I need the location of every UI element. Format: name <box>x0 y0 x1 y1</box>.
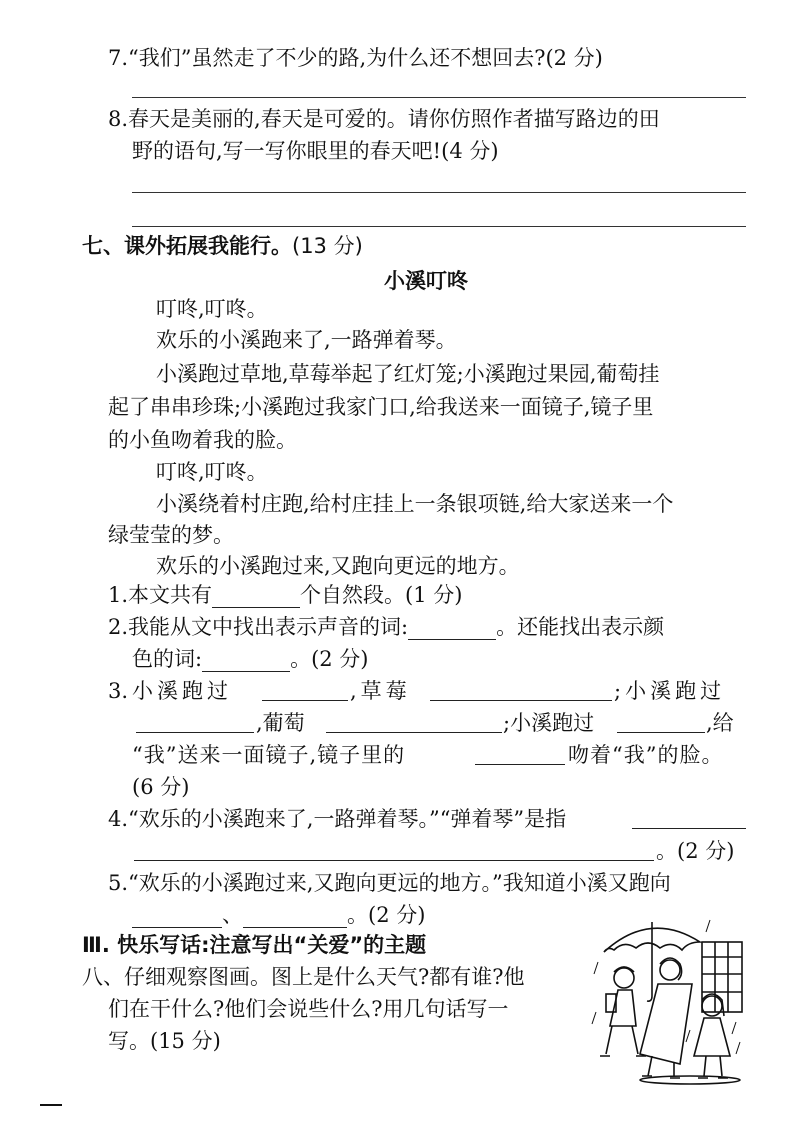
s3-text-f: ,给 <box>706 711 734 735</box>
section8-line2: 们在干什么?他们会说些什么?用几句话写一 <box>108 997 509 1021</box>
s2-number: 2. <box>108 615 129 639</box>
s4-end <box>656 838 734 864</box>
s3-blank-3[interactable] <box>136 732 254 733</box>
s3-text-b: ,草莓 <box>350 679 411 703</box>
s2-blank-color[interactable] <box>202 649 290 672</box>
q8-answer-line-1[interactable] <box>132 192 746 193</box>
s3-blank-6[interactable] <box>475 764 565 765</box>
passage-p4: 叮咚,叮咚。 <box>156 460 268 484</box>
s4-number: 4. <box>108 807 129 831</box>
passage-title: 小溪叮咚 <box>384 269 468 293</box>
s4-text-a: “欢乐的小溪跑来了,一路弹着琴。”“弹着琴”是指 <box>128 807 567 831</box>
s1-text-b: 个自然段。 <box>300 583 406 607</box>
section7-heading <box>82 233 363 259</box>
q7-number: 7. <box>108 46 129 70</box>
passage-p3-line3: 的小鱼吻着我的脸。 <box>108 428 297 452</box>
passage-p5-line1: 小溪绕着村庄跑,给村庄挂上一条银项链,给大家送来一个 <box>156 492 674 516</box>
section8-text-3: 写。 <box>108 1029 150 1053</box>
s2-text-d: 。 <box>290 647 312 671</box>
passage-p1: 叮咚,叮咚。 <box>156 297 268 321</box>
s1-number: 1. <box>108 583 129 607</box>
q8-line1 <box>108 106 660 132</box>
q8-answer-line-2[interactable] <box>132 226 746 227</box>
s3-text-a: 小溪跑过 <box>132 679 232 703</box>
s3-text-c: ;小溪跑过 <box>614 679 726 703</box>
s3-text-d: ,葡萄 <box>256 711 305 735</box>
q8-text-2: 野的语句,写一写你眼里的春天吧! <box>132 139 442 163</box>
s3-blank-1[interactable] <box>262 700 348 701</box>
section8-score: (15 分) <box>150 1029 221 1053</box>
s5-text-a: “欢乐的小溪跑过来,又跑向更远的地方。”我知道小溪又跑向 <box>128 871 671 895</box>
s5-blank-2[interactable] <box>243 905 347 928</box>
section7-score: (13 分) <box>292 234 363 258</box>
s5-text-b: 、 <box>222 903 243 927</box>
s5-text-c: 。 <box>347 903 368 927</box>
s3-number: 3. <box>108 679 129 703</box>
s4-line1 <box>108 806 566 832</box>
s3-score: (6 分) <box>132 775 190 799</box>
q8-score: (4 分) <box>441 139 499 163</box>
s3-text-e: ;小溪跑过 <box>503 711 595 735</box>
s3-blank-4[interactable] <box>326 732 502 733</box>
q7-answer-line[interactable] <box>132 97 746 98</box>
s5-line1 <box>108 870 671 896</box>
s4-text-b: 。 <box>656 839 677 863</box>
passage-p6: 欢乐的小溪跑过来,又跑向更远的地方。 <box>156 554 520 578</box>
q7 <box>108 45 603 71</box>
s5-score: (2 分) <box>368 903 426 927</box>
s3-blank-5[interactable] <box>617 732 705 733</box>
s5-number: 5. <box>108 871 129 895</box>
s2-text-c: 色的词: <box>132 647 203 671</box>
s1-score: (1 分) <box>405 583 463 607</box>
section8-line1: 八、仔细观察图画。图上是什么天气?都有谁?他 <box>82 965 525 989</box>
passage-p5-line2: 绿莹莹的梦。 <box>108 523 234 547</box>
q8-line2 <box>132 138 499 164</box>
s2-score: (2 分) <box>311 647 369 671</box>
s2-text-b: 。还能找出表示颜 <box>496 615 665 639</box>
s2-blank-sound[interactable] <box>408 617 496 640</box>
s1-text-a: 本文共有 <box>128 583 213 607</box>
s4-blank-2[interactable] <box>134 860 654 861</box>
passage-p3-line1: 小溪跑过草地,草莓举起了红灯笼;小溪跑过果园,葡萄挂 <box>156 362 660 386</box>
s3-text-g: “我”送来一面镜子,镜子里的 <box>132 743 406 767</box>
q7-score: (2 分) <box>545 46 603 70</box>
s5-line2 <box>132 902 425 928</box>
s3-line1 <box>108 678 128 704</box>
s1 <box>108 582 462 608</box>
s2-line1 <box>108 614 664 640</box>
s4-score: (2 分) <box>677 839 735 863</box>
q8-text-1: 春天是美丽的,春天是可爱的。请你仿照作者描写路边的田 <box>128 107 660 131</box>
section7-title: 七、课外拓展我能行。 <box>82 234 292 258</box>
page-mark <box>40 1104 62 1106</box>
s2-line2 <box>132 646 369 672</box>
q7-text: “我们”虽然走了不少的路,为什么还不想回去? <box>128 46 546 70</box>
s1-blank[interactable] <box>212 585 300 608</box>
passage-p2: 欢乐的小溪跑来了,一路弹着琴。 <box>156 328 457 352</box>
section8-line3 <box>108 1028 221 1054</box>
q8-number: 8. <box>108 107 129 131</box>
s3-blank-2[interactable] <box>430 700 612 701</box>
s5-blank-1[interactable] <box>132 905 222 928</box>
passage-p3-line2: 起了串串珍珠;小溪跑过我家门口,给我送来一面镜子,镜子里 <box>108 395 654 419</box>
s3-text-h: 吻着“我”的脸。 <box>568 743 724 767</box>
part3-heading: Ⅲ. 快乐写话:注意写出“关爱”的主题 <box>82 933 427 957</box>
s4-blank-1[interactable] <box>632 828 746 829</box>
rain-illustration <box>590 912 750 1087</box>
s2-text-a: 我能从文中找出表示声音的词: <box>128 615 409 639</box>
